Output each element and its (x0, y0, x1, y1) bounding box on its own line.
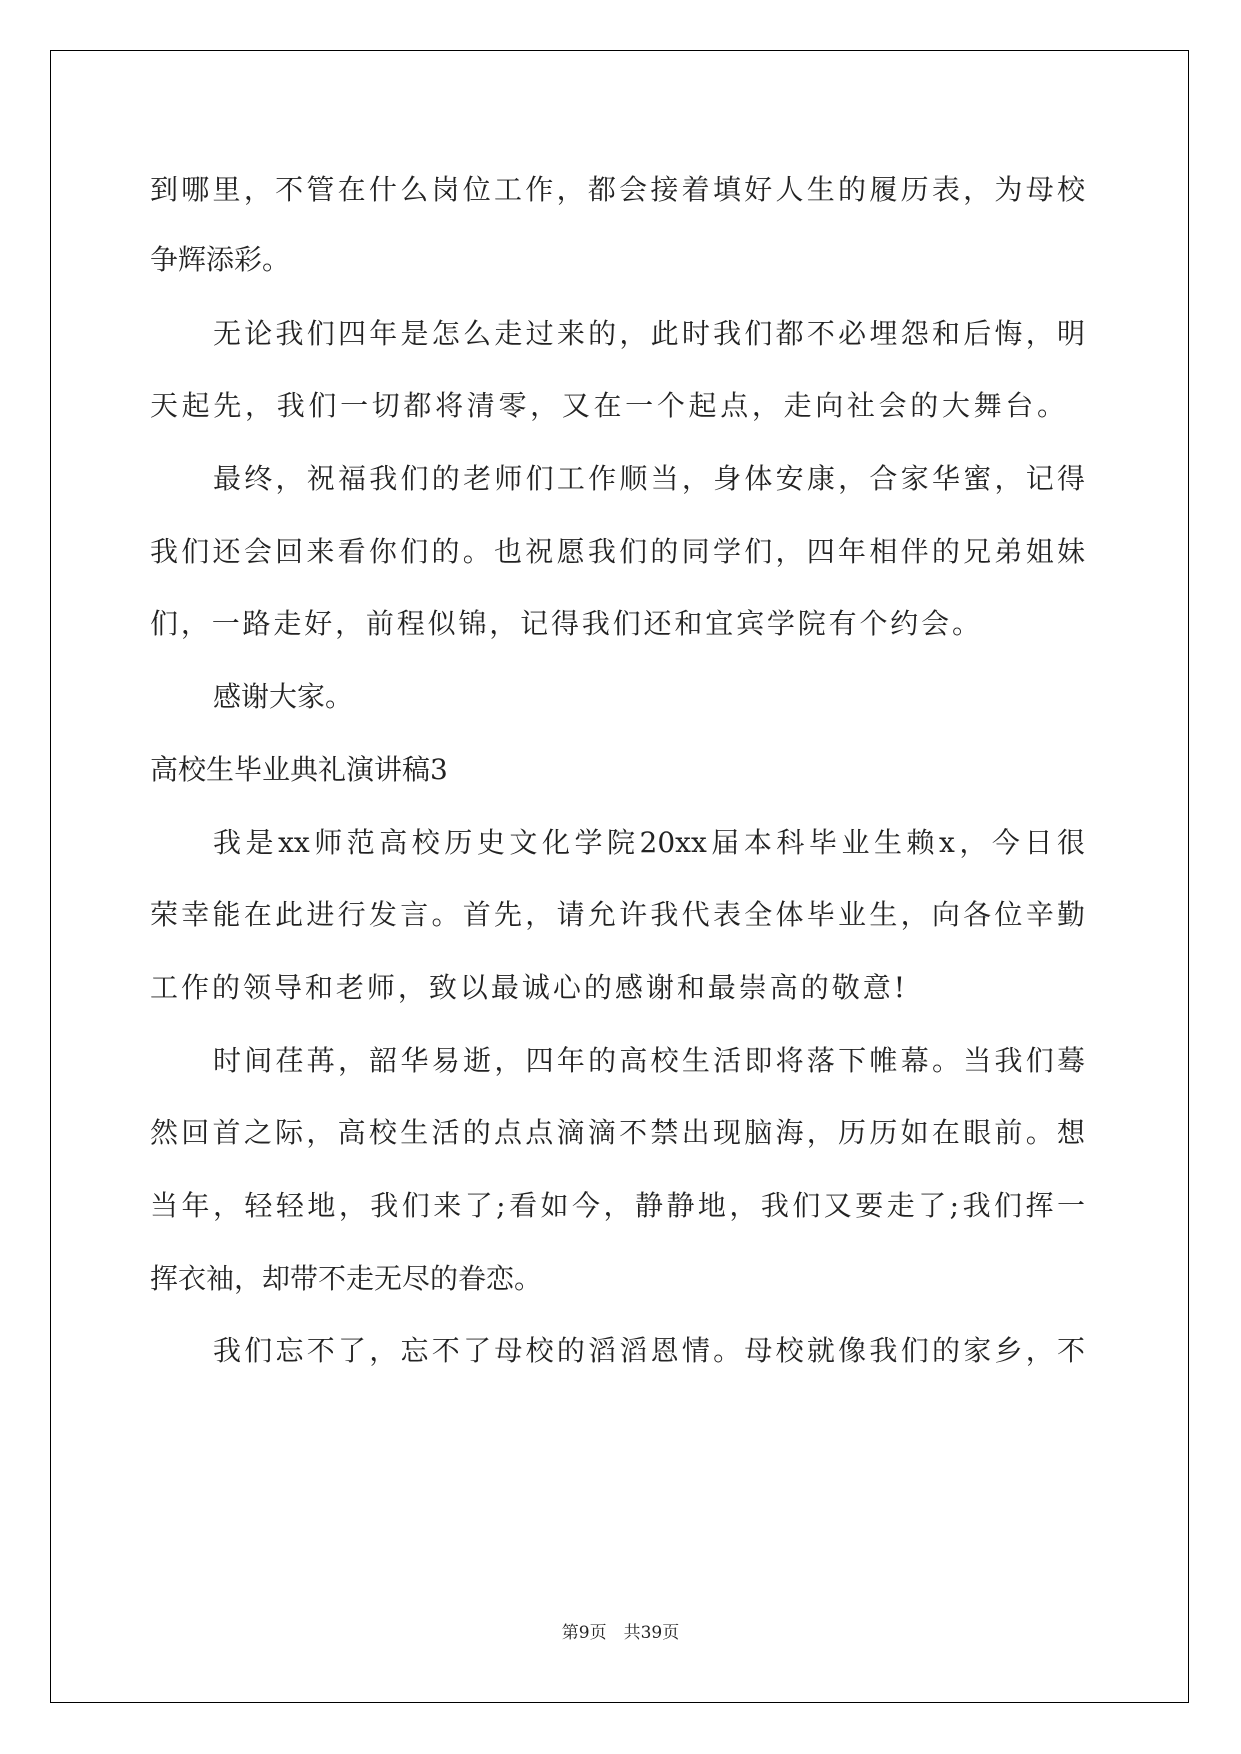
body-line-14: 当年，轻轻地，我们来了;看如今，静静地，我们又要走了;我们挥一 (150, 1189, 1085, 1222)
body-line-12: 时间荏苒，韶华易逝，四年的高校生活即将落下帷幕。当我们蓦 (213, 1044, 1085, 1077)
page-footer: 第9页 共39页 (561, 1623, 680, 1643)
page-border (50, 50, 1189, 1703)
body-line-4: 天起先，我们一切都将清零，又在一个起点，走向社会的大舞台。 (150, 389, 1065, 422)
section-heading: 高校生毕业典礼演讲稿3 (150, 753, 448, 786)
body-line-15: 挥衣袖，却带不走无尽的眷恋。 (150, 1262, 543, 1295)
body-line-11: 工作的领导和老师，致以最诚心的感谢和最崇高的敬意! (150, 971, 905, 1004)
body-line-16: 我们忘不了，忘不了母校的滔滔恩情。母校就像我们的家乡，不 (213, 1334, 1085, 1367)
body-line-10: 荣幸能在此进行发言。首先，请允许我代表全体毕业生，向各位辛勤 (150, 898, 1085, 931)
body-line-13: 然回首之际，高校生活的点点滴滴不禁出现脑海，历历如在眼前。想 (150, 1116, 1085, 1149)
body-line-5: 最终，祝福我们的老师们工作顺当，身体安康，合家华蜜，记得 (213, 462, 1085, 495)
body-line-1: 到哪里，不管在什么岗位工作，都会接着填好人生的履历表，为母校 (150, 173, 1085, 206)
body-line-8: 感谢大家。 (213, 680, 354, 713)
body-line-3: 无论我们四年是怎么走过来的，此时我们都不必埋怨和后悔，明 (213, 317, 1085, 350)
body-line-7: 们，一路走好，前程似锦，记得我们还和宜宾学院有个约会。 (150, 607, 980, 640)
body-line-6: 我们还会回来看你们的。也祝愿我们的同学们，四年相伴的兄弟姐妹 (150, 535, 1085, 568)
body-line-2: 争辉添彩。 (150, 243, 291, 276)
body-line-9: 我是xx师范高校历史文化学院20xx届本科毕业生赖x，今日很 (213, 826, 1085, 859)
